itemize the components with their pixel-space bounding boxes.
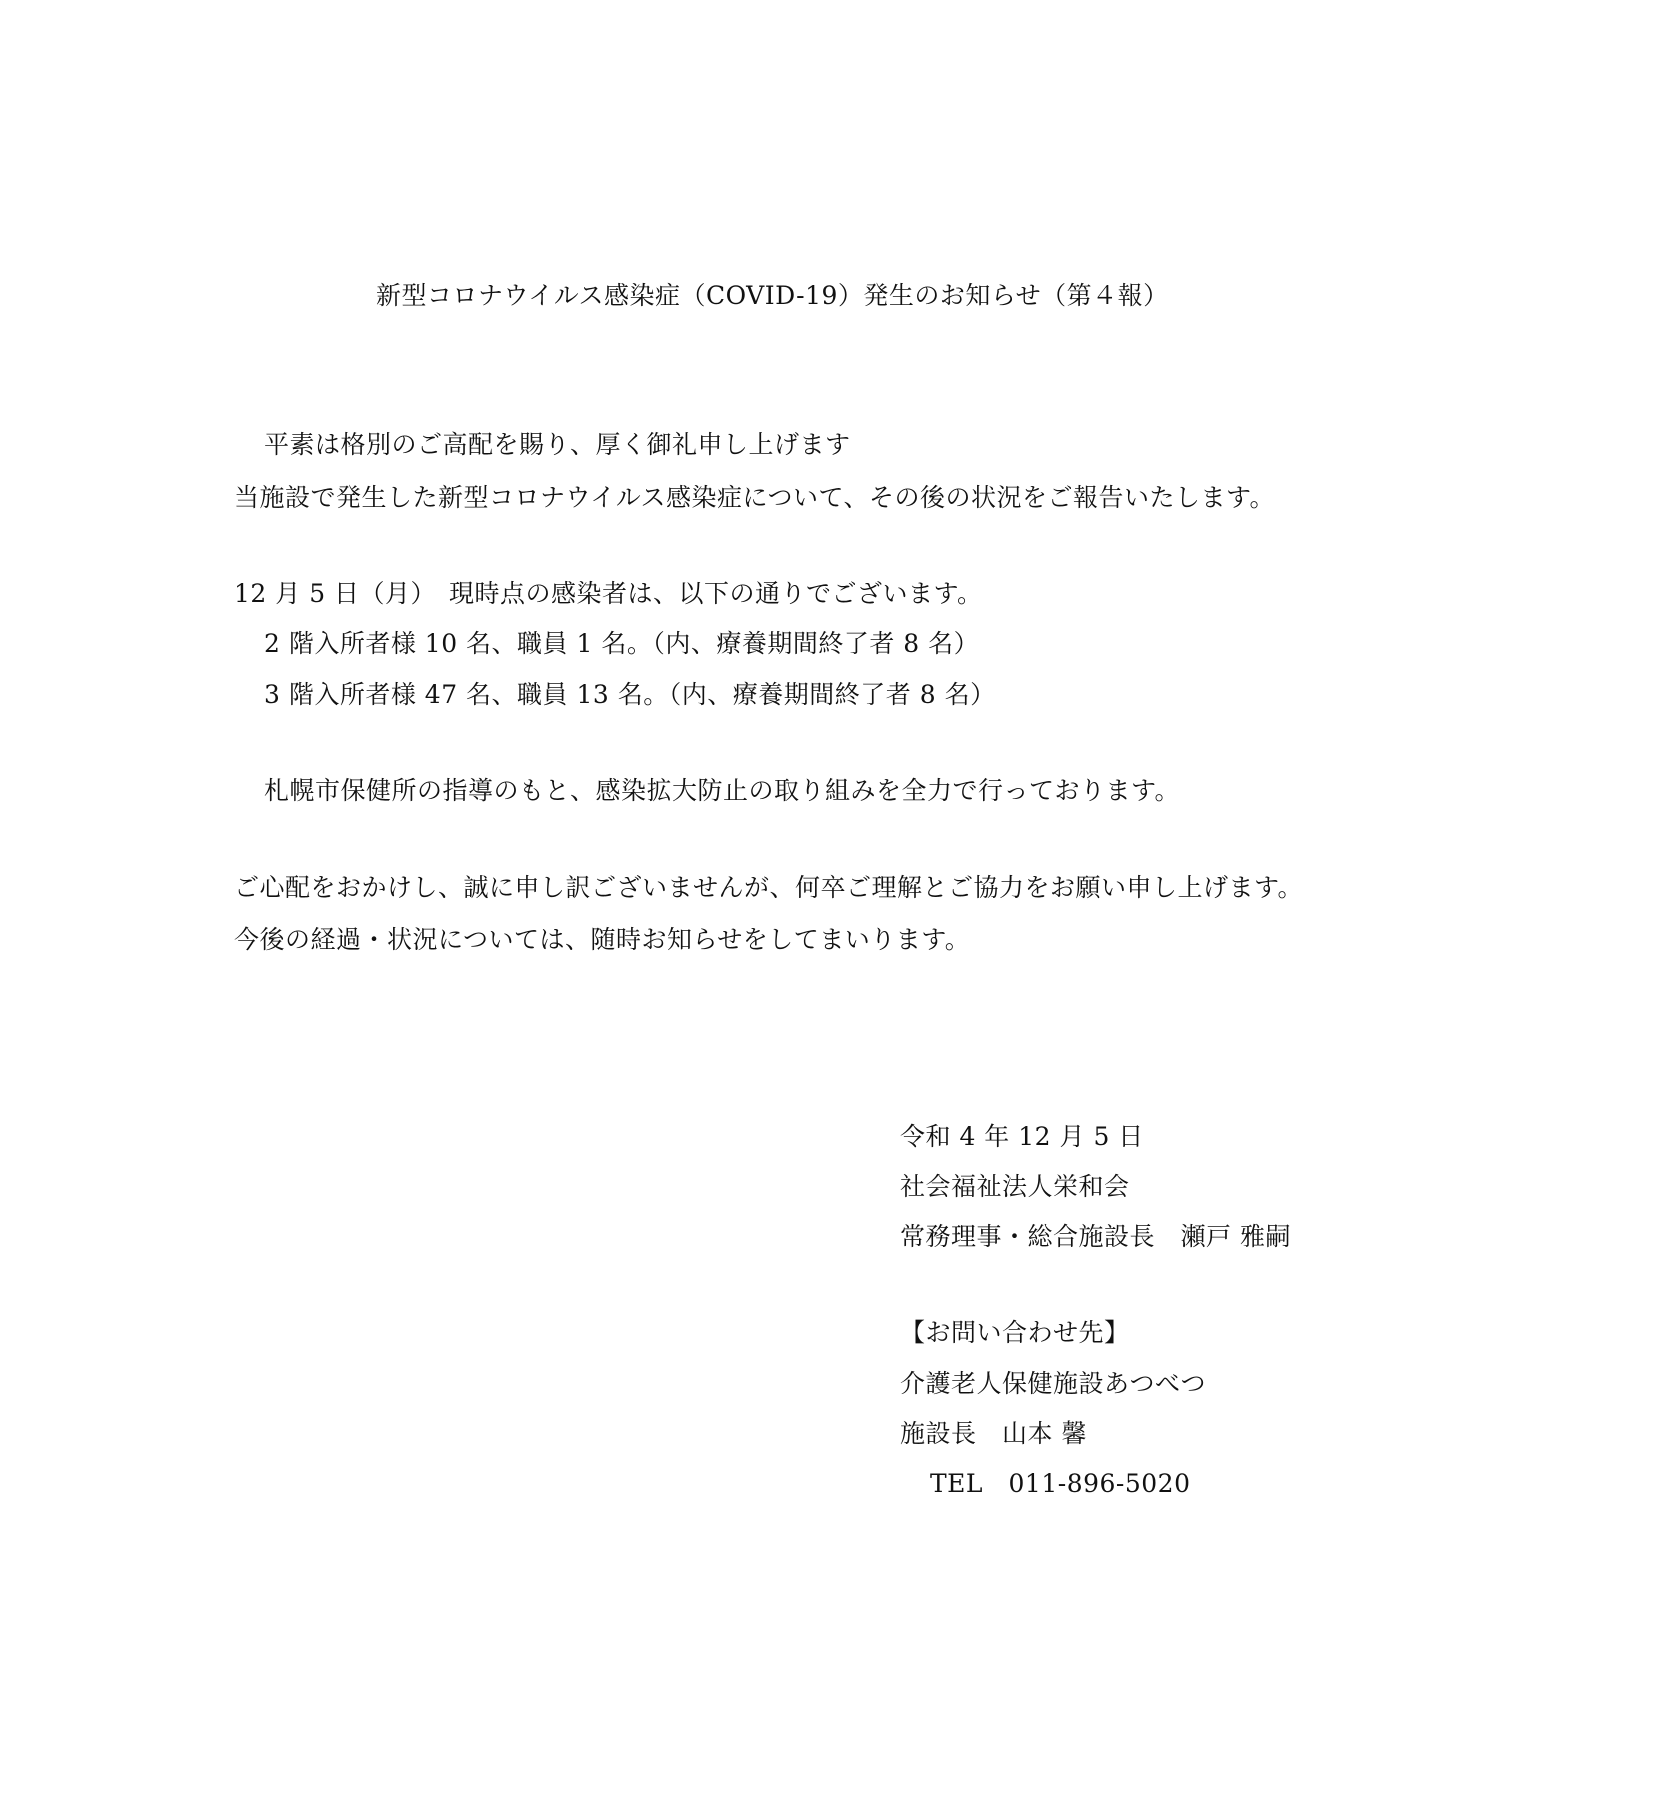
notice-title: 新型コロナウイルス感染症（COVID-19）発生のお知らせ（第４報） — [376, 281, 1169, 310]
signature-date: 令和 4 年 12 月 5 日 — [900, 1122, 1144, 1151]
signature-director: 常務理事・総合施設長 瀬戸 雅嗣 — [900, 1222, 1291, 1251]
apology-statement: ご心配をおかけし、誠に申し訳ございませんが、何卒ご理解とご協力をお願い申し上げます。 — [234, 873, 1304, 902]
contact-phone: TEL 011-896-5020 — [930, 1469, 1191, 1498]
contact-manager: 施設長 山本 馨 — [900, 1419, 1087, 1448]
greeting-line-1: 平素は格別のご高配を賜り、厚く御礼申し上げます — [264, 430, 851, 459]
measures-statement: 札幌市保健所の指導のもと、感染拡大防止の取り組みを全力で行っております。 — [264, 776, 1181, 805]
floor-2-case-count: 2 階入所者様 10 名、職員 1 名。（内、療養期間終了者 8 名） — [264, 629, 980, 658]
contact-facility: 介護老人保健施設あつべつ — [900, 1369, 1207, 1398]
status-date-line: 12 月 5 日（月） 現時点の感染者は、以下の通りでございます。 — [234, 579, 983, 608]
greeting-line-2: 当施設で発生した新型コロナウイルス感染症について、その後の状況をご報告いたします。 — [234, 483, 1276, 512]
floor-3-case-count: 3 階入所者様 47 名、職員 13 名。（内、療養期間終了者 8 名） — [264, 680, 996, 709]
future-updates-statement: 今後の経過・状況については、随時お知らせをしてまいります。 — [234, 925, 971, 954]
signature-organization: 社会福祉法人栄和会 — [900, 1172, 1130, 1201]
contact-heading: 【お問い合わせ先】 — [900, 1318, 1130, 1347]
